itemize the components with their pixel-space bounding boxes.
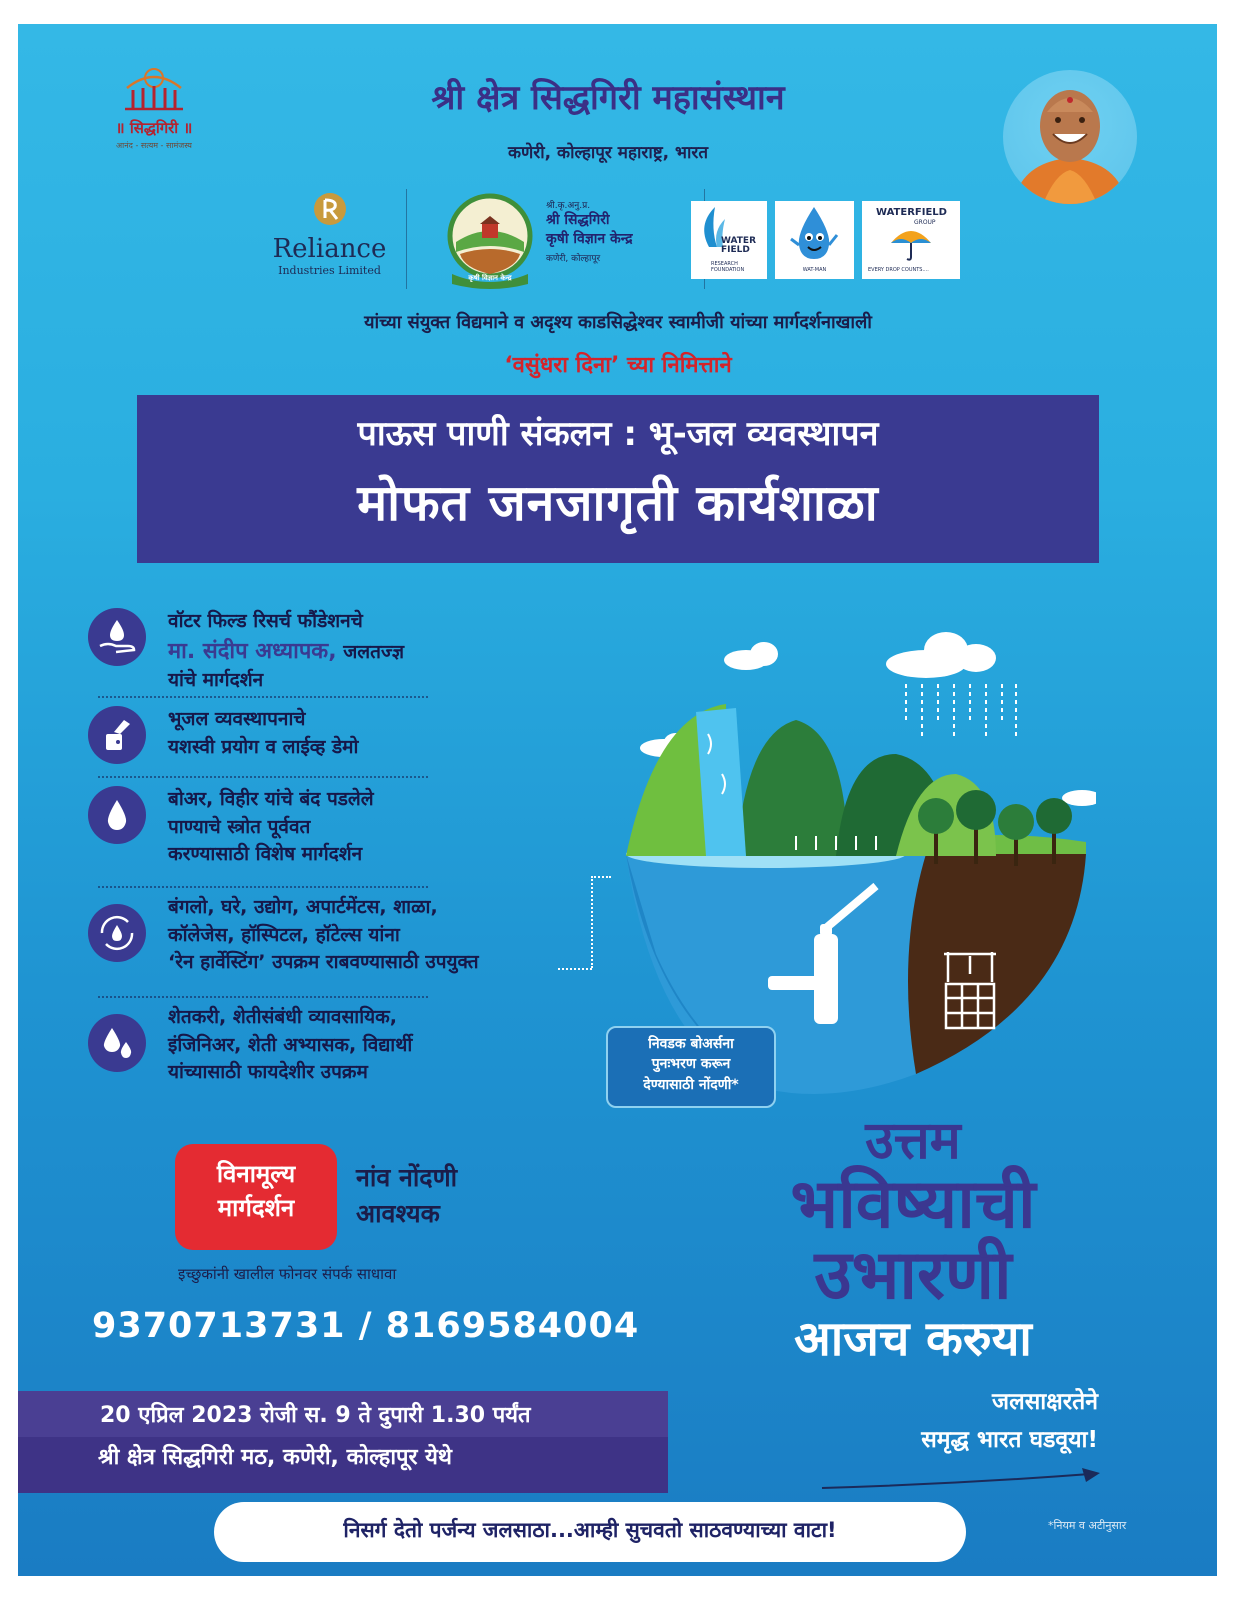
feature-item-borewell-revival [88,786,578,886]
connector-line [558,968,592,970]
kvk-emblem [438,190,542,290]
kvk-text [546,198,696,264]
feature-line: पाण्याचे स्त्रोत पूर्ववत [168,815,311,838]
feature-item-beneficiaries [88,1004,578,1104]
workshop-title: मोफत जनजागृती कार्यशाळा [357,474,879,532]
expert-title: जलतज्ज्ञ [336,640,405,663]
register-note-line: पुनःभरण करून [651,1056,731,1073]
feature-line: यांच्यासाठी फायदेशीर उपक्रम [168,1061,368,1084]
feature-line: शेतकरी, शेतीसंबंधी व्यावसायिक, [168,1006,397,1028]
siddhagiri-logo [104,64,204,151]
feature-line: बोअर, विहीर यांचे बंद पडलेले [168,788,374,810]
water-field-foundation-logo [691,201,767,279]
waterfield-group-logo [862,201,960,279]
double-drop-icon [88,1014,146,1072]
feature-item-rain-harvesting [88,894,578,994]
feature-line: यांचे मार्गदर्शन [168,669,264,692]
water-drop-mascot-icon [775,201,854,267]
free-guidance-badge [175,1144,337,1250]
feature-divider [98,776,428,778]
water-field-subtitle: RESEARCH FOUNDATION [711,261,745,273]
reliance-logo [262,192,397,277]
phone-numbers[interactable]: 9370713731 / 8169584004 [92,1306,640,1346]
registration-line: नांव नोंदणी [356,1163,458,1192]
slogan-line: भविष्याची [790,1164,1036,1244]
jointly-organised-text: यांच्या संयुक्त विद्यमाने व अदृश्य काडसिद्धेश्वर स्वामीजी यांच्या मार्गदर्शनाखाली [364,312,872,333]
kvk-name-line1: श्री सिद्धगिरी [546,212,610,228]
kvk-place: कणेरी, कोल्हापूर [546,253,601,264]
wat-man-label: WAT-MAN [802,267,827,273]
workshop-subject: पाऊस पाणी संकलन : भू-जल व्यवस्थापन [357,414,879,454]
feature-item-live-demo [88,706,578,776]
sub-slogan-line: जलसाक्षरतेने [992,1389,1098,1415]
event-date: 20 एप्रिल 2023 रोजी स. 9 ते दुपारी 1.30 पर्यंत [18,1391,668,1437]
feature-item-expert-guidance [88,608,578,708]
waterfield-group-name: WATERFIELD [876,207,947,218]
register-note-line: देण्यासाठी नोंदणी* [643,1076,739,1093]
reliance-subtitle: Industries Limited [278,264,381,277]
workshop-title-box [137,395,1099,563]
slogan-line: आजच करुया [794,1311,1032,1368]
feature-text [168,706,358,761]
sub-slogan-line: समृद्ध भारत घडवूया! [921,1427,1098,1453]
recycle-drop-icon [88,904,146,962]
occasion-text: ‘वसुंधरा दिना’ च्या निमित्ताने [504,353,732,378]
water-field-name: WATER FIELD [721,236,757,255]
feature-text [168,786,374,869]
feature-text [168,608,404,695]
org-title: श्री क्षेत्र सिद्धगिरी महासंस्थान [431,78,785,118]
kvk-emblem-label: कृषी विज्ञान केन्द्र [468,274,512,282]
footer-tagline: निसर्ग देतो पर्जन्य जलसाठा...आम्ही सुचवतो साठवण्याच्या वाटा! [214,1502,966,1562]
poster [18,24,1217,1576]
feature-divider [98,886,428,888]
feature-line: यशस्वी प्रयोग व लाईव्ह डेमो [168,735,359,758]
slogan-line: उभारणी [814,1235,1012,1315]
free-badge-line: मार्गदर्शन [217,1193,295,1222]
siddhagiri-logo-tagline: आनंद - सत्यम - सामंजस्य [116,141,192,150]
feature-divider [98,696,428,698]
feature-line: कॉलेजेस, हॉस्पिटल, हॉटेल्स यांना [168,923,400,946]
feature-line: भूजल व्यवस्थापनाचे [168,708,306,730]
feature-line: बंगलो, घरे, उद्योग, अपार्टमेंटस, शाळा, [168,896,438,918]
expert-name: मा. संदीप अध्यापक, [168,638,337,664]
org-location: कणेरी, कोल्हापूर महाराष्ट्र, भारत [507,143,709,163]
water-drop-icon [88,786,146,844]
umbrella-icon [888,225,934,263]
reliance-name: Reliance [272,234,387,264]
feature-text [168,1004,412,1087]
reliance-emblem-icon [313,192,347,226]
registration-required [356,1160,457,1233]
waterfield-group-sub: GROUP [914,219,936,226]
contact-prompt: इच्छुकांनी खालील फोनवर संपर्क साधावा [178,1265,397,1283]
waterfield-tagline: EVERY DROP COUNTS.... [868,267,929,273]
feature-line [168,636,404,668]
slogan-line: उत्तम [865,1111,961,1171]
event-venue: श्री क्षेत्र सिद्धगिरी मठ, कणेरी, कोल्हापूर येथे [98,1445,452,1470]
temple-logo-icon [119,64,189,112]
feature-divider [98,996,428,998]
registration-line: आवश्यक [356,1199,440,1229]
siddhagiri-logo-name: ॥ सिद्धगिरी ॥ [115,119,193,137]
feature-line: करण्यासाठी विशेष मार्गदर्शन [168,843,363,866]
arrow-right-icon [818,1464,1108,1494]
hand-water-drop-icon [88,608,146,666]
terms-note: *नियम व अटीनुसार [1048,1519,1127,1532]
feature-text [168,894,479,977]
partner-divider [406,189,407,289]
borewell-registration-note [606,1026,776,1108]
feature-line: इंजिनिअर, शेती अभ्यासक, विद्यार्थी [168,1033,413,1056]
slogan [708,1111,1118,1369]
lab-flask-icon [88,706,146,764]
kvk-name-line2: कृषी विज्ञान केन्द्र [546,230,633,247]
free-badge-line: विनामूल्य [216,1160,296,1188]
wat-man-mascot [775,201,854,279]
feature-line: वॉटर फिल्ड रिसर्च फौंडेशनचे [168,610,363,632]
kvk-prefix: श्री.कृ.अनु.प्र. [546,201,591,211]
connector-line [591,876,593,968]
swami-portrait [1003,70,1137,204]
swami-portrait-icon [1003,70,1137,204]
event-details-box [18,1391,668,1493]
feature-line: ‘रेन हार्वेस्टिंग’ उपक्रम राबवण्यासाठी उपयुक्त [168,951,479,974]
register-note-line: निवडक बोअर्सना [648,1036,734,1052]
